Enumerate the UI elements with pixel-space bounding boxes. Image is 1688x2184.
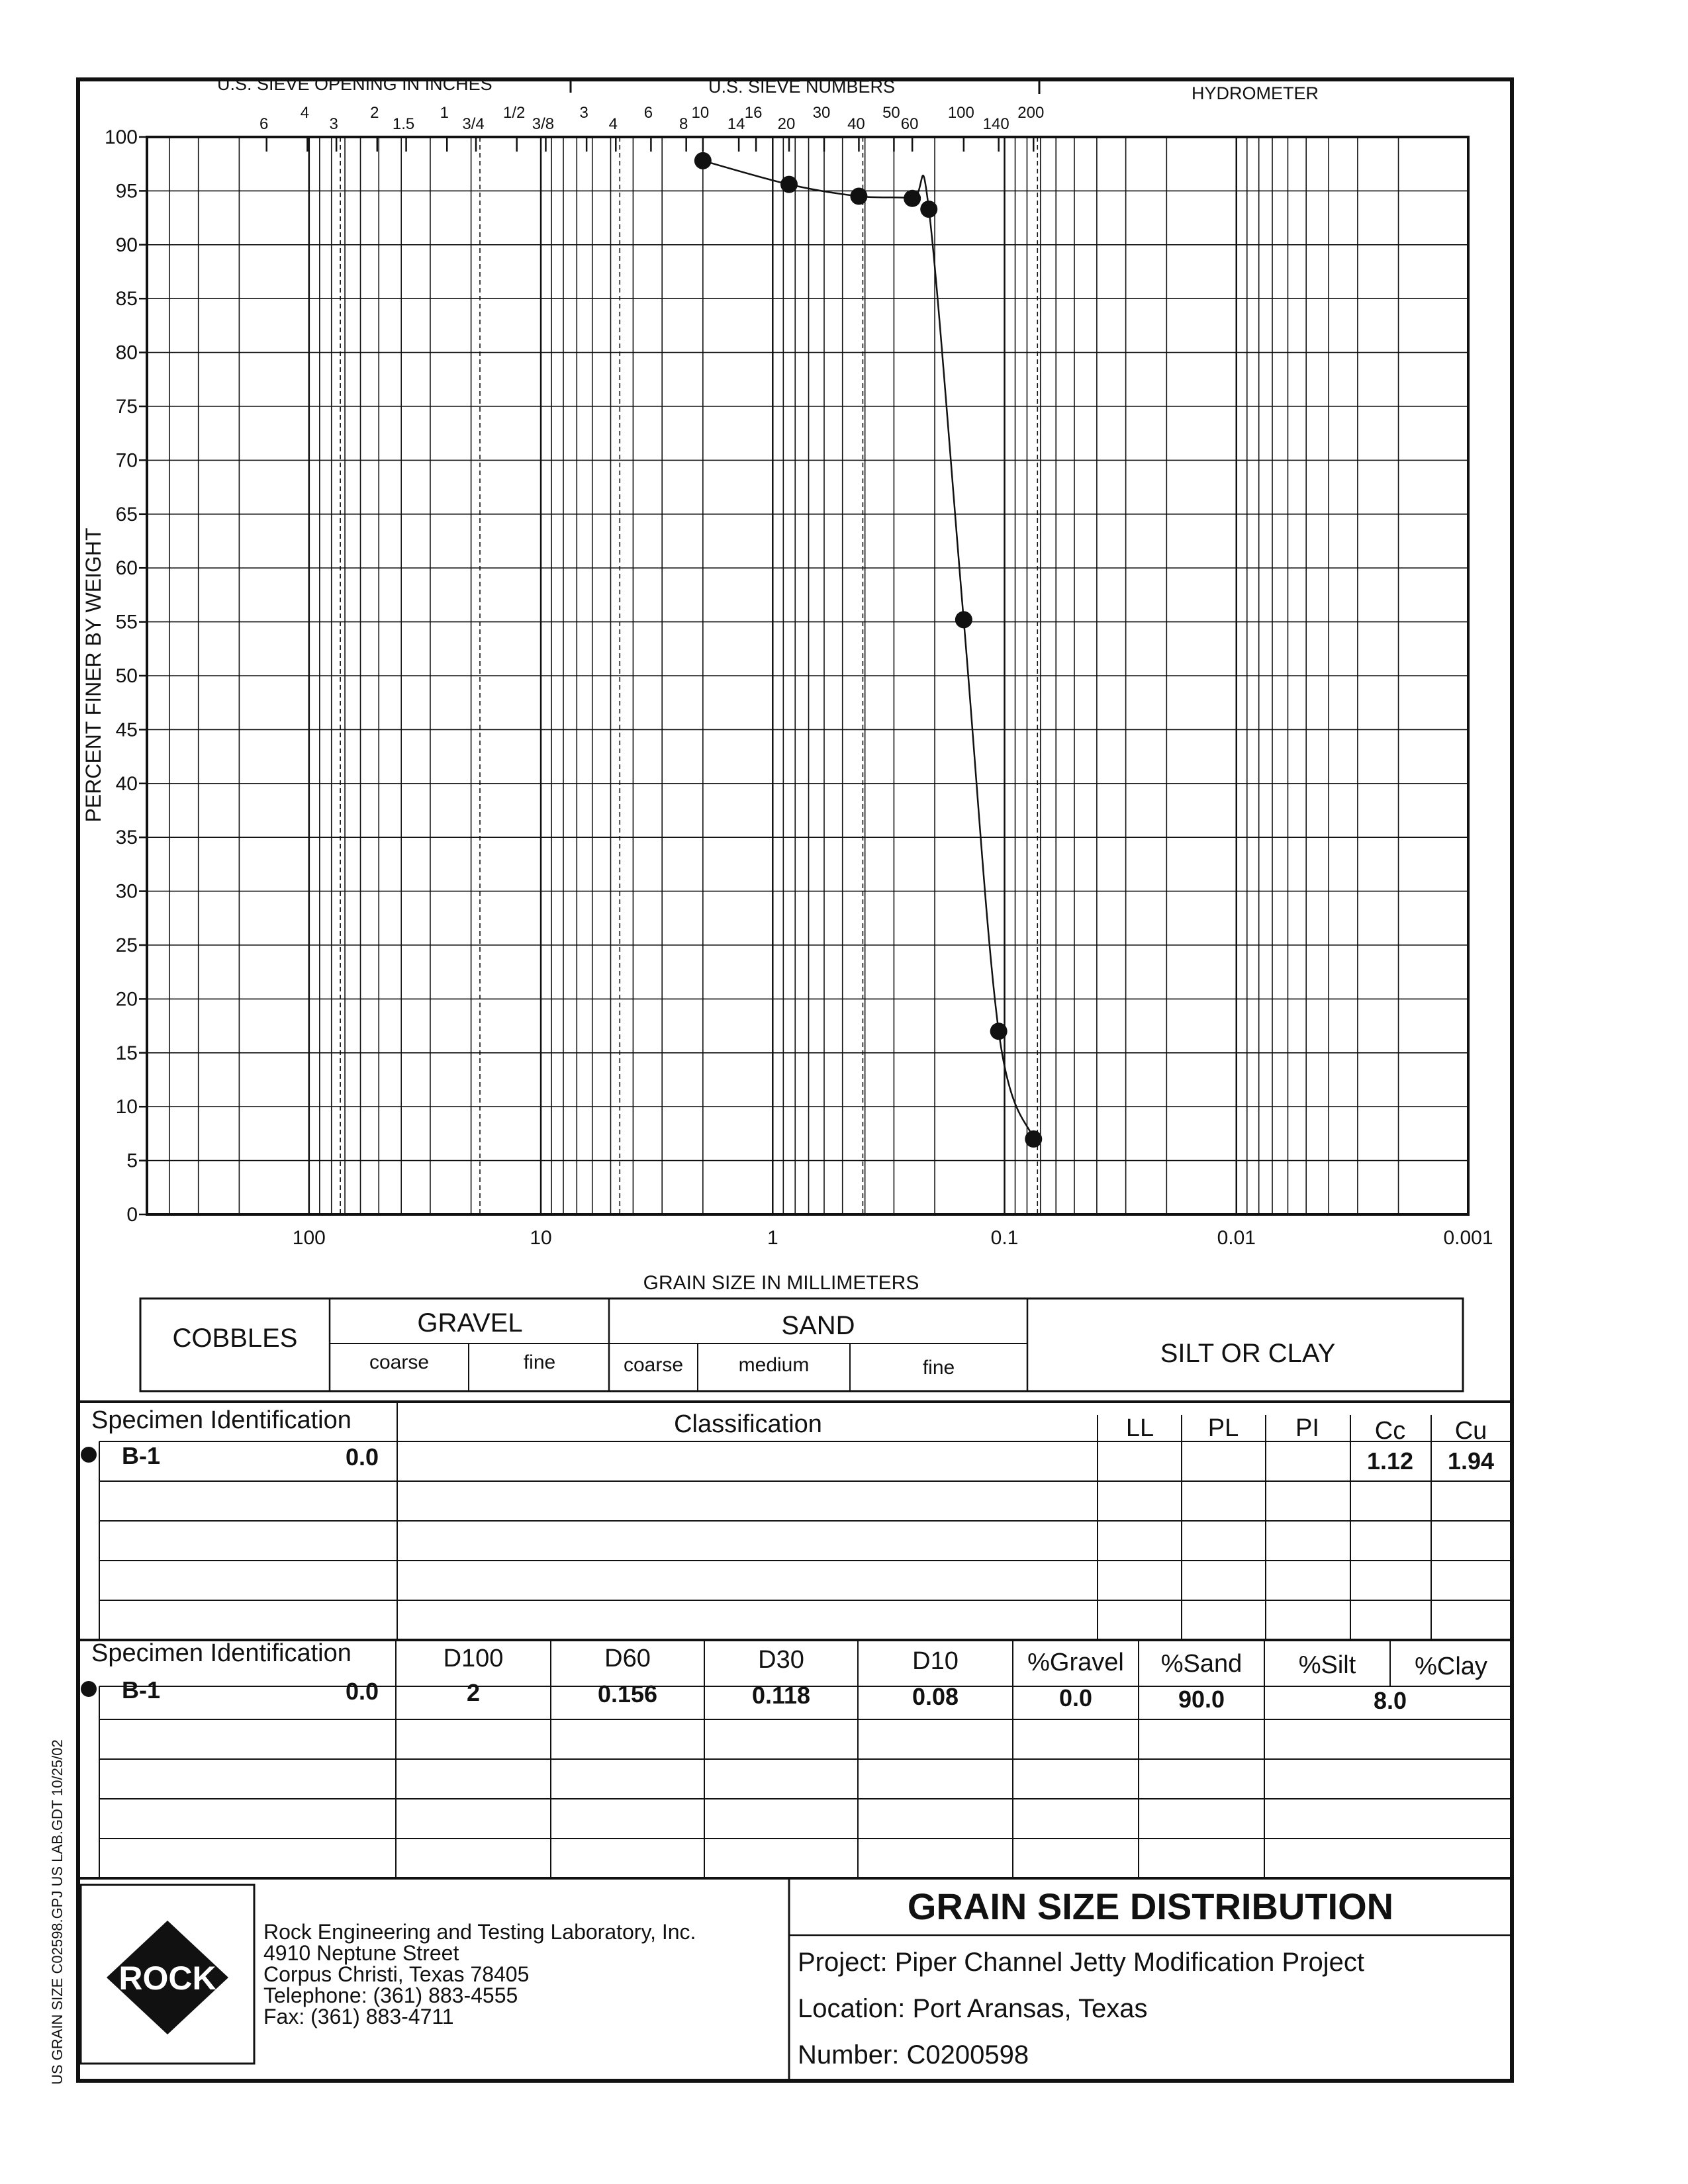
gravel-fine-label: fine	[523, 1351, 556, 1373]
sieve-tick-label: 3/4	[462, 115, 485, 133]
classification-header: Classification	[674, 1410, 822, 1438]
company-address-line1: 4910 Neptune Street	[263, 1941, 459, 1965]
sieve-tick-label: 3/8	[532, 115, 555, 133]
sieve-tick-label: 6	[643, 104, 653, 122]
sieve-tick-label: 30	[812, 104, 831, 122]
specimen-id: B-1	[122, 1676, 161, 1704]
y-tick-label: 30	[115, 880, 138, 903]
specimen-header: Specimen Identification	[91, 1639, 352, 1667]
y-tick-label: 100	[104, 126, 138, 148]
y-tick-label: 10	[115, 1096, 138, 1118]
d30-value: 0.118	[751, 1682, 811, 1709]
sieve-tick-label: 1.5	[392, 115, 415, 133]
sieve-tick-label: 4	[608, 115, 618, 133]
location-line: Location: Port Aransas, Texas	[798, 1994, 1148, 2023]
data-point	[850, 188, 867, 205]
d10-header: D10	[912, 1647, 959, 1675]
sieve-tick-label: 1	[440, 104, 449, 122]
sieve-tick-label: 8	[679, 115, 688, 133]
x-axis-ticks	[293, 1227, 1493, 1249]
sieve-tick-label: 60	[900, 115, 919, 133]
x-tick-label: 0.001	[1443, 1227, 1493, 1249]
sieve-tick-label: 14	[727, 115, 745, 133]
sieve-tick-label: 200	[1017, 104, 1045, 122]
sieve-tick-label: 6	[259, 115, 269, 133]
sieve-tick-label: 20	[777, 115, 796, 133]
y-tick-label: 70	[115, 449, 138, 472]
cc-header: Cc	[1374, 1417, 1406, 1445]
sand-coarse-label: coarse	[623, 1354, 684, 1376]
specimen-header: Specimen Identification	[91, 1406, 352, 1434]
sand-percent-header: %Sand	[1160, 1650, 1243, 1678]
y-tick-label: 35	[115, 827, 138, 849]
sieve-tick-label: 2	[370, 104, 379, 122]
company-fax: Fax: (361) 883-4711	[263, 2005, 454, 2028]
y-tick-label: 60	[115, 557, 138, 580]
data-point	[904, 190, 921, 207]
d60-header: D60	[604, 1645, 651, 1672]
logo-text: ROCK	[118, 1960, 216, 1997]
specimen-marker-icon	[81, 1447, 97, 1463]
gradation-table	[78, 1640, 1512, 1878]
cu-value: 1.94	[1447, 1447, 1495, 1475]
sand-percent-value: 90.0	[1178, 1686, 1225, 1713]
sieve-tick-label: 1/2	[503, 104, 526, 122]
data-point	[955, 611, 972, 628]
cu-header: Cu	[1454, 1417, 1487, 1445]
number-line: Number: C0200598	[798, 2040, 1029, 2070]
pl-header: PL	[1207, 1414, 1239, 1442]
gravel-percent-header: %Gravel	[1027, 1649, 1124, 1676]
d100-header: D100	[443, 1645, 504, 1672]
gravel-percent-value: 0.0	[1058, 1684, 1093, 1711]
y-tick-label: 65	[115, 503, 138, 525]
cobbles-label: COBBLES	[172, 1324, 298, 1353]
side-file-label: US GRAIN SIZE C02598.GPJ US LAB.GDT 10/25/02	[49, 1739, 66, 2085]
gravel-label: GRAVEL	[417, 1308, 523, 1338]
chart-grid	[147, 137, 1468, 1214]
y-tick-label: 25	[115, 934, 138, 956]
y-tick-label: 95	[115, 180, 138, 203]
sieve-tick-label: 100	[947, 104, 974, 122]
y-tick-label: 45	[115, 719, 138, 741]
sieve-tick-label: 16	[744, 104, 763, 122]
sieve-tick-label: 50	[882, 104, 900, 122]
silt-clay-percent-value: 8.0	[1373, 1687, 1407, 1714]
gradation-curve	[703, 161, 1033, 1139]
y-tick-label: 15	[115, 1042, 138, 1064]
sieve-tick-label: 140	[982, 115, 1009, 133]
cc-value: 1.12	[1366, 1447, 1414, 1475]
sieve-numbers-label: U.S. SIEVE NUMBERS	[708, 77, 896, 97]
specimen-id: B-1	[122, 1442, 161, 1469]
y-tick-label: 40	[115, 772, 138, 795]
project-line: Project: Piper Channel Jetty Modification Project	[798, 1948, 1364, 1977]
y-tick-label: 90	[115, 234, 138, 256]
pi-header: PI	[1295, 1414, 1319, 1442]
d60-value: 0.156	[597, 1680, 658, 1707]
y-tick-label: 85	[115, 288, 138, 310]
sand-medium-label: medium	[738, 1354, 810, 1376]
sieve-tick-label: 3	[329, 115, 338, 133]
company-telephone: Telephone: (361) 883-4555	[263, 1983, 518, 2007]
hydrometer-label: HYDROMETER	[1192, 83, 1319, 103]
specimen-depth: 0.0	[345, 1443, 379, 1471]
specimen-marker-icon	[81, 1681, 97, 1697]
sieve-tick-label: 3	[579, 104, 588, 122]
y-axis-label: PERCENT FINER BY WEIGHT	[81, 527, 105, 823]
x-axis-label: GRAIN SIZE IN MILLIMETERS	[643, 1272, 919, 1294]
sieve-tick-label: 4	[300, 104, 310, 122]
y-tick-label: 75	[115, 396, 138, 418]
sand-label: SAND	[781, 1311, 855, 1340]
sieve-tick-labels	[259, 104, 1044, 152]
x-tick-label: 100	[292, 1227, 326, 1249]
data-points	[694, 152, 1042, 1148]
gravel-coarse-label: coarse	[369, 1351, 430, 1373]
report-title: GRAIN SIZE DISTRIBUTION	[907, 1886, 1394, 1927]
x-tick-label: 0.1	[990, 1227, 1019, 1249]
silt-clay-label: SILT OR CLAY	[1160, 1339, 1336, 1368]
data-point	[694, 152, 712, 169]
y-tick-label: 0	[126, 1204, 138, 1226]
company-name: Rock Engineering and Testing Laboratory, Inc.	[263, 1920, 696, 1944]
clay-percent-header: %Clay	[1415, 1653, 1487, 1680]
sand-fine-label: fine	[922, 1357, 955, 1379]
sieve-tick-label: 10	[691, 104, 710, 122]
d100-value: 2	[466, 1679, 481, 1706]
data-point	[780, 176, 798, 193]
data-point	[920, 201, 937, 218]
data-point	[1025, 1130, 1042, 1148]
y-tick-label: 55	[115, 611, 138, 633]
sieve-tick-label: 40	[847, 115, 865, 133]
ll-header: LL	[1125, 1414, 1154, 1442]
y-tick-label: 80	[115, 341, 138, 364]
company-address-line2: Corpus Christi, Texas 78405	[263, 1962, 530, 1986]
x-tick-label: 1	[767, 1227, 778, 1249]
sieve-opening-label: U.S. SIEVE OPENING IN INCHES	[217, 74, 492, 94]
x-tick-label: 0.01	[1217, 1227, 1256, 1249]
d30-header: D30	[758, 1646, 804, 1674]
specimen-depth: 0.0	[345, 1678, 379, 1705]
d10-value: 0.08	[912, 1683, 959, 1710]
y-tick-label: 5	[126, 1150, 138, 1172]
y-tick-label: 50	[115, 665, 138, 687]
data-point	[990, 1023, 1008, 1040]
grain-size-chart	[81, 104, 1493, 1294]
y-axis-ticks	[105, 126, 147, 1226]
x-tick-label: 10	[530, 1227, 552, 1249]
y-tick-label: 20	[115, 988, 138, 1011]
silt-percent-header: %Silt	[1298, 1651, 1356, 1679]
